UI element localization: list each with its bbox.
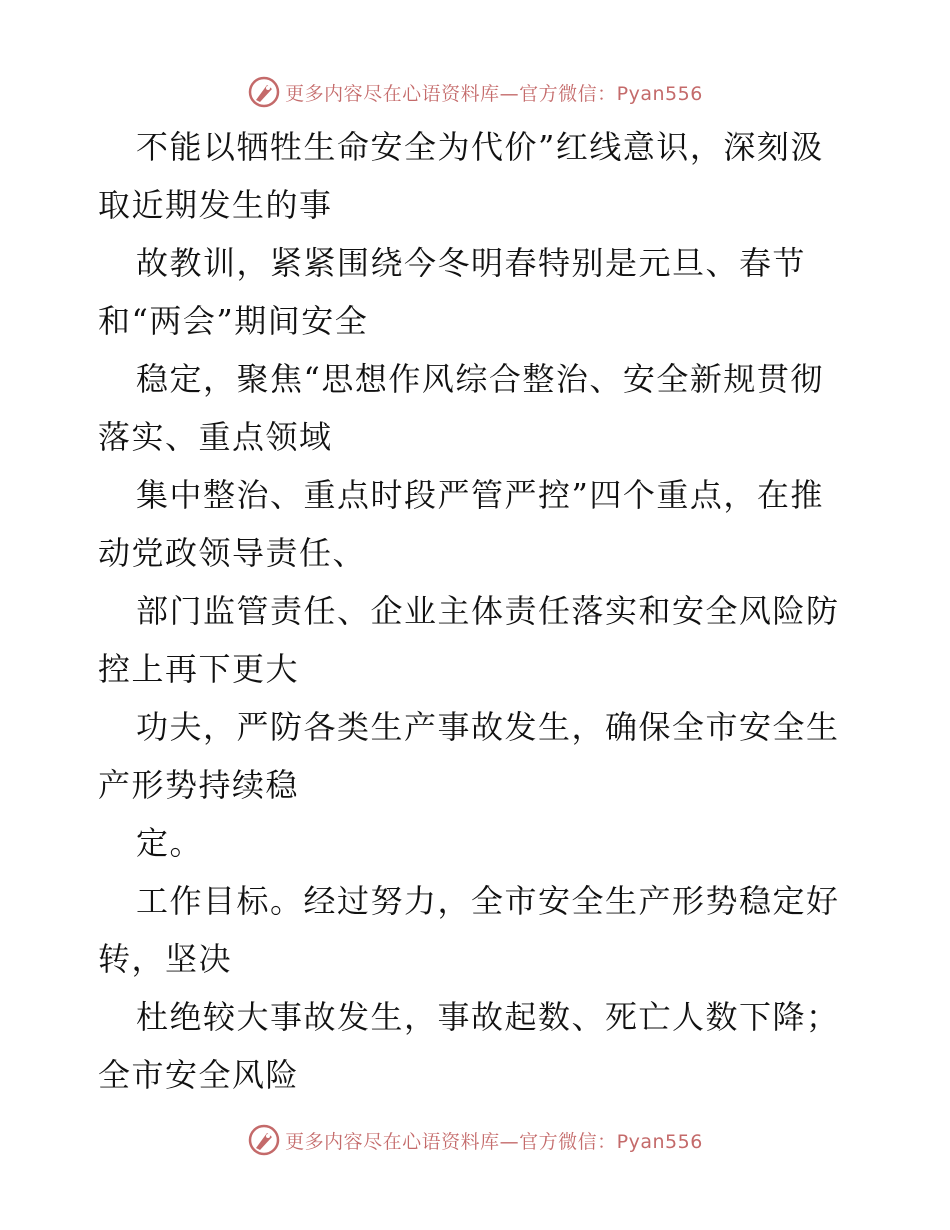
paragraph-line: 不能以牺牲生命安全为代价”红线意识，深刻汲 [136, 128, 824, 166]
paragraph-line: 全市安全风险 [98, 1056, 300, 1094]
paragraph-line: 落实、重点领域 [98, 418, 333, 456]
paragraph-line: 杜绝较大事故发生，事故起数、死亡人数下降； [136, 998, 840, 1036]
watermark-footer [0, 1120, 950, 1160]
paragraph-line: 转，坚决 [98, 940, 233, 978]
pen-nib-logo-icon [247, 1123, 281, 1157]
pen-nib-logo-icon [247, 75, 281, 109]
paragraph-line: 动党政领导责任、 [98, 534, 367, 572]
watermark-text: 更多内容尽在心语资料库—官方微信：Pyan556 [285, 1130, 703, 1153]
watermark-header [0, 72, 950, 112]
paragraph-line: 稳定，聚焦“思想作风综合整治、安全新规贯彻 [136, 360, 824, 398]
paragraph-line: 工作目标。经过努力，全市安全生产形势稳定好 [136, 882, 840, 920]
watermark-text: 更多内容尽在心语资料库—官方微信：Pyan556 [285, 82, 703, 105]
paragraph-line: 部门监管责任、企业主体责任落实和安全风险防 [136, 592, 840, 630]
paragraph-line: 集中整治、重点时段严管严控”四个重点，在推 [136, 476, 824, 514]
paragraph-line: 功夫，严防各类生产事故发生，确保全市安全生 [136, 708, 840, 746]
paragraph-line: 故教训，紧紧围绕今冬明春特别是元旦、春节 [136, 244, 807, 282]
paragraph-line: 控上再下更大 [98, 650, 300, 688]
paragraph-line: 取近期发生的事 [98, 186, 333, 224]
paragraph-line: 定。 [136, 824, 204, 862]
paragraph-line: 和“两会”期间安全 [98, 302, 369, 340]
document-body [98, 118, 898, 1104]
paragraph-line: 产形势持续稳 [98, 766, 300, 804]
